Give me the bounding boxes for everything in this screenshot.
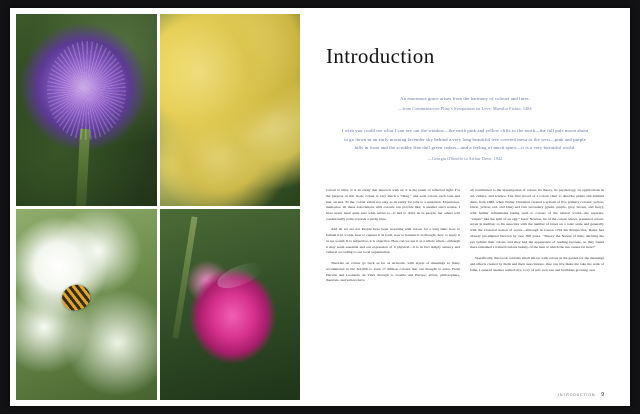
body-paragraph: all contributed to the investigation of colour, its theory, its psychology, its applications in art, culture, and science. The first record of a colour chart to describe plants and animals dates from 1686, when Walter Charleton created a system of five primary colours: yellow, black, yellow, red, and blue) and five secondary (green, purple, grey, brown, and fiery), with further refinements taking such to colour; of the natural world—the separate, “values” like the split of an egg.” Isaac Newton, he of the colour wheel, presented colour, seven in number, to fix associate with the number of tones on a tonic scale and generally with the Classical notion of seven—although in Canon 1794 his Perspective, Dante had already pre-empted Newton by over 300 years. “Theory the Nature of time, deriving the eye behind their colour, and they had the appearance of reading because, so they found there remained a trained curious beauty, of the heat at which the run causes far here!” (470, 188, 604, 250)
page-number: 9 (601, 392, 604, 398)
running-head-label: INTRODUCTION (558, 393, 596, 397)
epigraph-1-text: An enormous grace arises from the harmony of colours and lines. (400, 96, 530, 101)
body-column-right (470, 188, 604, 289)
body-paragraph: Theories on colour go back as far as Aristotle, with layers of meanings so many accumulated in the 3rd,000 to even 17 million colours that can thought to exist. From Darwin and Leonardo da Vinci through to Goethe and Europe, artists, philosophers, theorists, and writers have (326, 261, 460, 283)
epigraph-block (326, 95, 604, 162)
left-page-photo-grid (10, 8, 304, 406)
epigraph-2-attribution: —Georgia O'Keeffe to Arthur Dove, 1942 (427, 155, 503, 161)
body-columns (326, 188, 604, 289)
epigraph-1 (340, 95, 590, 113)
epigraph-2 (340, 127, 590, 162)
body-paragraph: And all we are not People have been wrestling with colour for a long time: how to fathom it in words, how to capture it as form, how to harness it as thought, how to apply it as we would. It is subjective, it is objective. How can we see it as a whole when—although it may seem essential and our expression of it physical—it is in fact simply sensory and cultural according to our local organization. (326, 227, 460, 255)
body-column-left (326, 188, 460, 289)
open-book (10, 8, 630, 406)
epigraph-1-attribution: —from Commentaryon Pliny's Symposium on Love, Marsilio Ficino, 1484 (398, 106, 532, 112)
photo-yellow-button-flowers (160, 14, 301, 206)
body-paragraph: Specifically, this book contains small ten-ter with colour as the garden for the meanings and effects created by them and their associations. One can live make me take the walk of fame, I entered another walled city, a cry of soft-torn tree and brambles growing over (470, 256, 604, 272)
photo-bee-on-white-blossom (16, 209, 157, 401)
photo-purple-globe-thistle (16, 14, 157, 206)
right-page-text (304, 8, 630, 406)
epigraph-2-text: I wish you could see what I can see out the window—the earth pink and yellow cliffs to the north—the full pale moon about to go down in an early morning lavender sky behind a very long beautiful tree covered mesa to the west—pink and purple hills in front and the scrubby fine dull green cedars—and a feeling of much space—it is a very beautiful world. (341, 128, 589, 151)
body-paragraph: Colour is alive. It is an entity that interacts with us; it is the result of reflected light. For the purpose of this book, colour is very much a “thing,” and each colour, each tone and hue, an end. To me, colour exists not only as an entity for jolts to a sensation. Experience, memories, all these associations with colours can provide like; it another one's nature. I have never been quite sure what nature is—it had to drive us as people, but others will conditionally paint towards a pushy blue. (326, 188, 460, 221)
page-title: Introduction (326, 44, 435, 68)
page-footer (326, 392, 604, 398)
photo-magenta-flower (160, 209, 301, 401)
